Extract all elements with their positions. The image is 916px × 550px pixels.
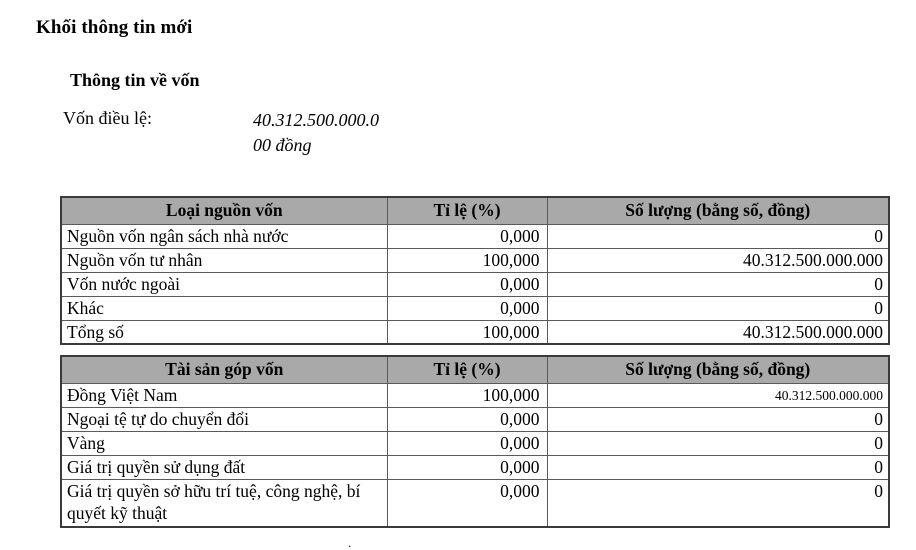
section-title: Thông tin về vốn	[70, 70, 200, 90]
table-row	[61, 407, 889, 431]
cell-rate: 0,000	[387, 272, 547, 296]
column-header-asset-type: Tài sản góp vốn	[61, 356, 387, 383]
charter-capital-label: Vốn điều lệ:	[63, 108, 152, 128]
cell-rate: 100,000	[387, 383, 547, 407]
cell-rate: 0,000	[387, 455, 547, 479]
cell-amount: 40.312.500.000.000	[547, 383, 889, 407]
cell-amount-total: 40.312.500.000.000	[547, 320, 889, 344]
table-row	[61, 455, 889, 479]
cell-rate: 100,000	[387, 248, 547, 272]
cell-rate: 0,000	[387, 296, 547, 320]
cell-amount: 0	[547, 296, 889, 320]
table-row	[61, 272, 889, 296]
cell-source-type: Khác	[61, 296, 387, 320]
table-row-total	[61, 320, 889, 344]
cell-amount: 0	[547, 224, 889, 248]
column-header-source-type: Loại nguồn vốn	[61, 197, 387, 224]
charter-capital-value	[253, 108, 433, 158]
cell-rate: 0,000	[387, 407, 547, 431]
table-row	[61, 224, 889, 248]
column-header-rate: Tỉ lệ (%)	[387, 197, 547, 224]
cell-asset-type: Giá trị quyền sở hữu trí tuệ, công nghệ, bí quyết kỹ thuật	[61, 479, 387, 527]
cell-amount: 0	[547, 479, 889, 527]
cell-amount: 0	[547, 431, 889, 455]
table-row	[61, 296, 889, 320]
cell-source-type: Nguồn vốn tư nhân	[61, 248, 387, 272]
cell-amount: 0	[547, 455, 889, 479]
cell-asset-type: Ngoại tệ tự do chuyển đổi	[61, 407, 387, 431]
charter-capital-value-line-2: 00 đồng	[253, 135, 312, 155]
column-header-amount: Số lượng (bằng số, đồng)	[547, 197, 889, 224]
cell-source-type: Nguồn vốn ngân sách nhà nước	[61, 224, 387, 248]
cell-rate: 0,000	[387, 431, 547, 455]
table-header-row	[61, 197, 889, 224]
cell-amount: 40.312.500.000.000	[547, 248, 889, 272]
table-row	[61, 248, 889, 272]
table-row	[61, 383, 889, 407]
cell-asset-type: Vàng	[61, 431, 387, 455]
table-header-row	[61, 356, 889, 383]
capital-sources-table	[60, 196, 890, 345]
cell-source-type: Vốn nước ngoài	[61, 272, 387, 296]
table-row	[61, 431, 889, 455]
cell-asset-type: Đồng Việt Nam	[61, 383, 387, 407]
cell-rate-total: 100,000	[387, 320, 547, 344]
column-header-rate: Tỉ lệ (%)	[387, 356, 547, 383]
cell-source-type-total: Tổng số	[61, 320, 387, 344]
cell-amount: 0	[547, 407, 889, 431]
charter-capital-value-line-1: 40.312.500.000.0	[253, 110, 379, 130]
bottom-text-fragment: .	[348, 535, 352, 550]
cell-asset-type: Giá trị quyền sử dụng đất	[61, 455, 387, 479]
block-title: Khối thông tin mới	[36, 17, 193, 38]
table-row	[61, 479, 889, 527]
capital-assets-table	[60, 355, 890, 528]
cell-rate: 0,000	[387, 224, 547, 248]
cell-rate: 0,000	[387, 479, 547, 527]
cell-amount: 0	[547, 272, 889, 296]
column-header-amount: Số lượng (bằng số, đồng)	[547, 356, 889, 383]
